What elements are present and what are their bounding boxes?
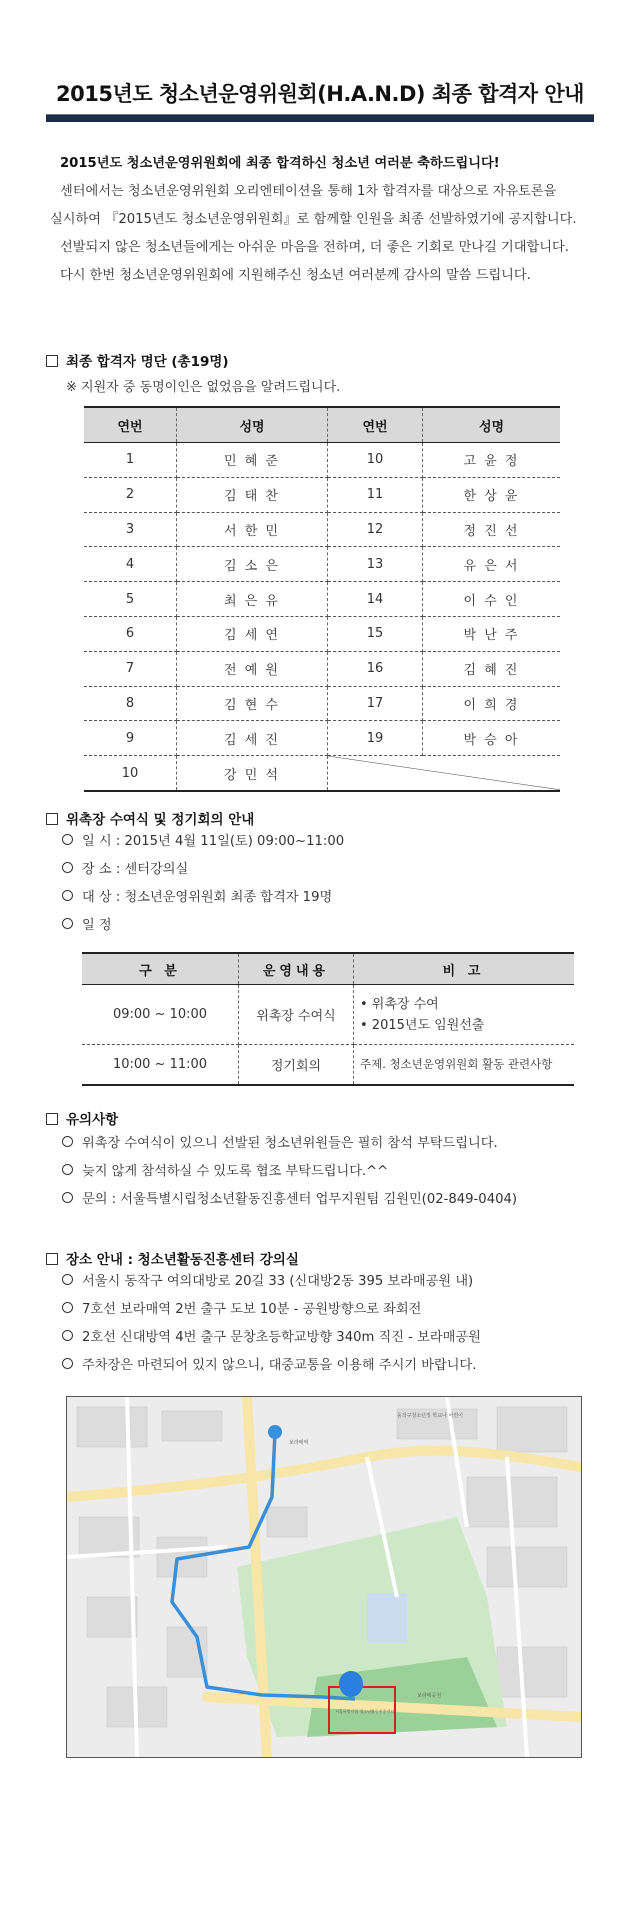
table-row <box>84 721 560 756</box>
col-header: 성명 <box>177 407 328 443</box>
map-graphic <box>67 1397 581 1757</box>
intro-line: 센터에서는 청소년운영위원회 오리엔테이션을 통해 1차 합격자를 대상으로 자유토론을 <box>60 184 557 199</box>
location-heading-text: 장소 안내 : 청소년활동진흥센터 강의실 <box>66 1252 299 1268</box>
diagonal-slash <box>328 756 560 790</box>
row-name: 민 혜 준 <box>177 443 328 478</box>
row-name: 이 희 경 <box>423 686 561 721</box>
note-item: • 2015년도 임원선출 <box>360 1017 485 1033</box>
table-row <box>84 616 560 651</box>
intro-line: 2015년도 청소년운영위원회에 최종 합격하신 청소년 여러분 축하드립니다! <box>60 156 500 171</box>
list-item-text: 장 소 : 센터강의실 <box>82 862 189 877</box>
circle-bullet-icon <box>62 918 73 929</box>
row-name: 김 현 수 <box>177 686 328 721</box>
table-header-row <box>84 407 560 443</box>
intro-line: 다시 한번 청소년운영위원회에 지원해주신 청소년 여러분께 감사의 말씀 드립니다. <box>60 268 531 283</box>
checkbox-icon <box>46 813 58 825</box>
list-item <box>62 1186 517 1214</box>
map-label: 보라매공원 <box>417 1693 442 1699</box>
list-item-text: 문의 : 서울특별시립청소년활동진흥센터 업무지원팀 김원민(02-849-0404) <box>82 1192 518 1207</box>
row-name: 김 소 은 <box>177 547 328 582</box>
col-header: 비 고 <box>354 953 575 985</box>
row-name: 이 수 인 <box>423 582 561 617</box>
schedule-table <box>82 952 574 1086</box>
list-item-text: 주차장은 마련되어 있지 않으니, 대중교통을 이용해 주시기 바랍니다. <box>82 1358 477 1373</box>
circle-bullet-icon <box>62 1164 73 1175</box>
schedule-notes <box>354 1045 575 1085</box>
list-item-text: 일 시 : 2015년 4월 11일(토) 09:00~11:00 <box>82 834 345 849</box>
row-name: 강 민 석 <box>177 756 328 791</box>
table-row <box>84 756 560 791</box>
row-number: 19 <box>328 721 423 756</box>
circle-bullet-icon <box>62 890 73 901</box>
cautions-heading <box>46 1108 118 1128</box>
row-name: 고 윤 정 <box>423 443 561 478</box>
schedule-content: 위촉장 수여식 <box>239 985 354 1045</box>
row-number: 15 <box>328 616 423 651</box>
checkbox-icon <box>46 1113 58 1125</box>
row-number: 12 <box>328 512 423 547</box>
list-item-text: 대 상 : 청소년운영위원회 최종 합격자 19명 <box>82 890 333 905</box>
row-name: 김 세 진 <box>177 721 328 756</box>
row-name: 전 예 원 <box>177 651 328 686</box>
circle-bullet-icon <box>62 862 73 873</box>
row-number: 2 <box>84 477 177 512</box>
row-name: 김 혜 진 <box>423 651 561 686</box>
list-item <box>62 1130 517 1158</box>
list-item <box>62 1324 481 1352</box>
circle-bullet-icon <box>62 1358 73 1369</box>
schedule-time: 09:00 ~ 10:00 <box>82 985 239 1045</box>
finalists-heading <box>46 350 229 370</box>
row-number: 6 <box>84 616 177 651</box>
table-row <box>84 651 560 686</box>
table-row <box>84 686 560 721</box>
circle-bullet-icon <box>62 1302 73 1313</box>
schedule-content: 정기회의 <box>239 1045 354 1085</box>
row-number: 17 <box>328 686 423 721</box>
row-name: 최 은 유 <box>177 582 328 617</box>
map-label: 동작구청소년정 학교나 어린이 <box>397 1413 463 1419</box>
table-row <box>84 477 560 512</box>
col-header: 연번 <box>328 407 423 443</box>
list-item-text: 위촉장 수여식이 있으니 선발된 청소년위원들은 필히 참석 부탁드립니다. <box>82 1136 498 1151</box>
finalists-heading-text: 최종 합격자 명단 (총19명) <box>66 354 229 370</box>
row-name: 한 상 윤 <box>423 477 561 512</box>
table-row <box>82 1045 574 1085</box>
cautions-heading-text: 유의사항 <box>66 1112 119 1128</box>
table-row <box>84 512 560 547</box>
finalists-note: ※ 지원자 중 동명이인은 없었음을 알려드립니다. <box>66 380 341 395</box>
schedule-time: 10:00 ~ 11:00 <box>82 1045 239 1085</box>
list-item <box>62 1158 517 1186</box>
map-label: 서울특별시립 청소년활동진흥센터 <box>335 1709 395 1714</box>
page-title: 2015년도 청소년운영위원회(H.A.N.D) 최종 합격자 안내 <box>56 82 584 106</box>
col-header: 성명 <box>423 407 561 443</box>
checkbox-icon <box>46 1253 58 1265</box>
row-name: 김 태 찬 <box>177 477 328 512</box>
location-list <box>62 1268 481 1380</box>
table-row <box>84 547 560 582</box>
finalists-table <box>84 406 560 792</box>
row-number: 5 <box>84 582 177 617</box>
circle-bullet-icon <box>62 1330 73 1341</box>
circle-bullet-icon <box>62 834 73 845</box>
list-item <box>62 912 344 940</box>
circle-bullet-icon <box>62 1274 73 1285</box>
row-number: 13 <box>328 547 423 582</box>
row-number: 9 <box>84 721 177 756</box>
col-header: 연번 <box>84 407 177 443</box>
row-name: 정 진 선 <box>423 512 561 547</box>
note-item: 주제. 청소년운영위원회 활동 관련사항 <box>360 1057 553 1072</box>
row-number: 8 <box>84 686 177 721</box>
table-row <box>84 582 560 617</box>
table-header-row <box>82 953 574 985</box>
ceremony-list <box>62 828 344 940</box>
list-item <box>62 884 344 912</box>
list-item <box>62 828 344 856</box>
list-item-text: 서울시 동작구 여의대방로 20길 33 (신대방2동 395 보라매공원 내) <box>82 1274 474 1289</box>
table-row <box>84 443 560 478</box>
row-number: 14 <box>328 582 423 617</box>
map-label: 보라매역 <box>289 1440 309 1446</box>
list-item <box>62 1268 481 1296</box>
col-header: 운영내용 <box>239 953 354 985</box>
list-item <box>62 1352 481 1380</box>
ceremony-heading-text: 위촉장 수여식 및 정기회의 안내 <box>66 812 255 828</box>
row-name: 박 난 주 <box>423 616 561 651</box>
row-name: 박 승 아 <box>423 721 561 756</box>
row-number: 10 <box>84 756 177 791</box>
col-header: 구 분 <box>82 953 239 985</box>
list-item-text: 2호선 신대방역 4번 출구 문창초등학교방향 340m 직진 - 보라매공원 <box>82 1330 481 1345</box>
intro-line: 실시하여 『2015년도 청소년운영위원회』로 함께할 인원을 최종 선발하였기에 공지합니다. <box>50 212 577 227</box>
title-underline <box>46 114 594 122</box>
table-row <box>82 985 574 1045</box>
row-number: 16 <box>328 651 423 686</box>
row-number: 11 <box>328 477 423 512</box>
location-heading <box>46 1248 299 1268</box>
circle-bullet-icon <box>62 1192 73 1203</box>
note-item: • 위촉장 수여 <box>360 996 439 1012</box>
row-number: 1 <box>84 443 177 478</box>
list-item-text: 7호선 보라매역 2번 출구 도보 10분 - 공원방향으로 좌회전 <box>82 1302 422 1317</box>
row-number: 10 <box>328 443 423 478</box>
row-number: 7 <box>84 651 177 686</box>
list-item <box>62 856 344 884</box>
empty-cell <box>328 756 561 791</box>
intro-line: 선발되지 않은 청소년들에게는 아쉬운 마음을 전하며, 더 좋은 기회로 만나길 기대합니다. <box>60 240 569 255</box>
checkbox-icon <box>46 355 58 367</box>
cautions-list <box>62 1130 517 1214</box>
row-number: 3 <box>84 512 177 547</box>
ceremony-heading <box>46 808 254 828</box>
intro-text <box>50 150 600 290</box>
row-name: 김 세 연 <box>177 616 328 651</box>
location-map[interactable] <box>66 1396 582 1758</box>
list-item-text: 일 정 <box>82 918 112 933</box>
row-name: 유 은 서 <box>423 547 561 582</box>
row-number: 4 <box>84 547 177 582</box>
list-item <box>62 1296 481 1324</box>
list-item-text: 늦지 않게 참석하실 수 있도록 협조 부탁드립니다.^^ <box>82 1164 389 1179</box>
circle-bullet-icon <box>62 1136 73 1147</box>
schedule-notes <box>354 985 575 1045</box>
row-name: 서 한 민 <box>177 512 328 547</box>
